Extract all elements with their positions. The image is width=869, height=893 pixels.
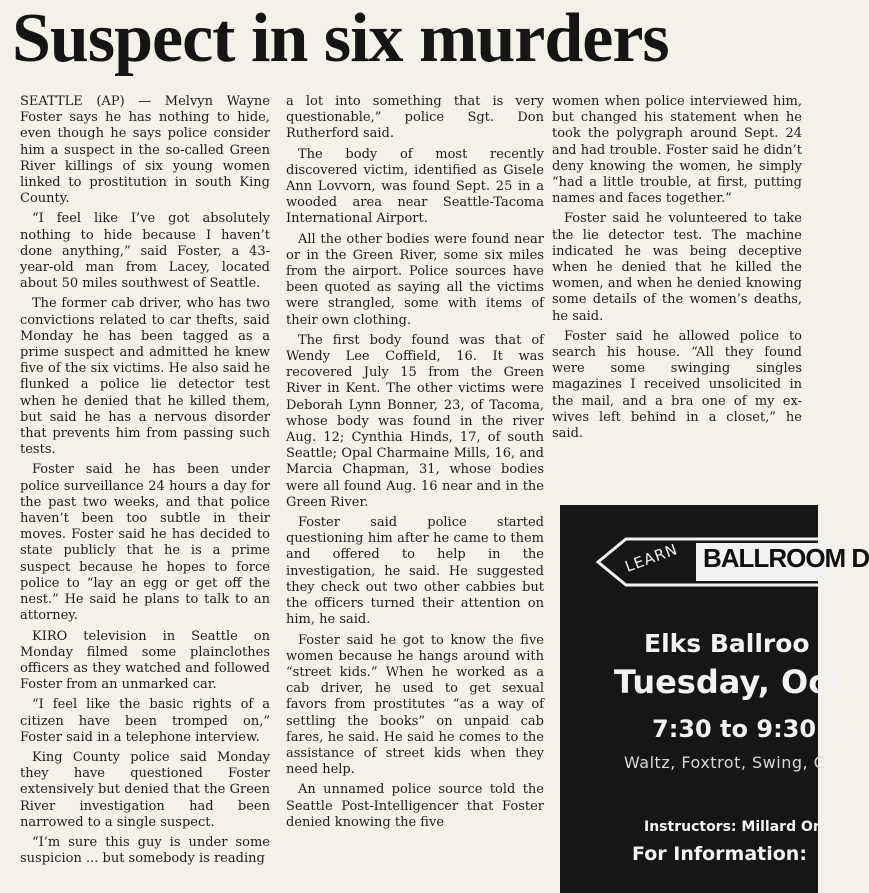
ad-venue: Elks Ballroo bbox=[644, 629, 810, 658]
article-paragraph: Foster said police started questioning him after he came to them and offered to help in the investigation, he said. He suggested they check out two other cabbies but the officers turned their attention on him, he said. bbox=[286, 515, 544, 628]
article-paragraph: SEATTLE (AP) — Melvyn Wayne Foster says he has nothing to hide, even though he says police consider him a suspect in the so-called Green River killings of six young women linked to prostitution in south King County. bbox=[20, 94, 270, 207]
article-paragraph: Foster said he got to know the five women because he hangs around with “street kids.” When he worked as a cab driver, he used to get sexual favors from prostitutes “as a way of settling the books” on unpaid cab fares, he said. He said he comes to the assistance of street kids when they need help. bbox=[286, 632, 544, 778]
article-paragraph: The former cab driver, who has two convictions related to car thefts, said Monday he has been tagged as a prime suspect and admitted he knew five of the six victims. He also said he flunked a police lie detector test when he denied that he killed them, but said he has a nervous disorder that prevents him from passing such tests. bbox=[20, 296, 270, 458]
article-paragraph: Foster said he allowed police to search his house. “All they found were some swinging singles magazines I received unsolicited in the mail, and a bra one of my ex-wives left behind in a closet,” he said. bbox=[552, 328, 802, 442]
ad-info: For Information: bbox=[632, 843, 807, 865]
article-paragraph: All the other bodies were found near or in the Green River, some six miles from the airport. Police sources have been quoted as saying all the victims were strangled, some with items of their own clothing. bbox=[286, 231, 544, 328]
headline: Suspect in six murders bbox=[12, 0, 669, 77]
article-column-1 bbox=[20, 94, 270, 871]
ad-dances: Waltz, Foxtrot, Swing, C bbox=[624, 753, 826, 772]
article-paragraph: Foster said he has been under police surveillance 24 hours a day for the past two weeks, and that police haven’t been too subtle in their moves. Foster said he has decided to state publicly that he is a prime suspect because he hopes to force police to “lay an egg or get off the nest.” He said he plans to talk to an attorney. bbox=[20, 462, 270, 624]
article-paragraph: “I feel like the basic rights of a citizen have been tromped on,” Foster said in a telephone interview. bbox=[20, 697, 270, 745]
article-column-3 bbox=[552, 94, 802, 446]
ad-learn-text: LEARN bbox=[622, 540, 681, 576]
ad-instructors: Instructors: Millard Or bbox=[644, 819, 820, 835]
article-paragraph: women when police interviewed him, but changed his statement when he took the polygraph around Sept. 24 and had trouble. Foster said he didn’t deny knowing the women, he simply “had a little trouble, at first, putting names and faces together.” bbox=[552, 94, 802, 207]
dateline: SEATTLE (AP) — bbox=[20, 94, 152, 109]
ad-ballroom-text: BALLROOM D bbox=[703, 543, 869, 573]
ballroom-advertisement bbox=[560, 505, 869, 893]
article-column-2 bbox=[286, 94, 544, 835]
article-paragraph: An unnamed police source told the Seattle Post-Intelligencer that Foster denied knowing the five bbox=[286, 782, 544, 830]
article-paragraph: KIRO television in Seattle on Monday filmed some plainclothes officers as they watched and followed Foster from an unmarked car. bbox=[20, 628, 270, 693]
article-paragraph: “I’m sure this guy is under some suspicion ... but somebody is reading bbox=[20, 834, 270, 867]
article-paragraph: King County police said Monday they have questioned Foster extensively but denied that the Green River investigation had been narrowed to a single suspect. bbox=[20, 749, 270, 830]
article-paragraph: Foster said he volunteered to take the lie detector test. The machine indicated he was being deceptive when he denied that he killed the women, and when he denied knowing some details of the women’s deaths, he said. bbox=[552, 211, 802, 324]
ad-date: Tuesday, Oct bbox=[614, 663, 843, 701]
article-paragraph: “I feel like I’ve got absolutely nothing to hide because I haven’t done anything,” said Foster, a 43-year-old man from Lacey, located about 50 miles southwest of Seattle. bbox=[20, 211, 270, 292]
article-paragraph: The body of most recently discovered victim, identified as Gisele Ann Lovvorn, was found Sept. 25 in a wooded area near Seattle-Tacoma International Airport. bbox=[286, 146, 544, 227]
article-paragraph: The first body found was that of Wendy Lee Coffield, 16. It was recovered July 15 from the Green River in Kent. The other victims were Deborah Lynn Bonner, 23, of Tacoma, whose body was found in the river Aug. 12; Cynthia Hinds, 17, of south Seattle; Opal Charmaine Mills, 16, and Marcia Chapman, 31, whose bodies were all found Aug. 16 near and in the Green River. bbox=[286, 332, 544, 510]
article-paragraph: a lot into something that is very questionable,” police Sgt. Don Rutherford said. bbox=[286, 94, 544, 142]
ad-time: 7:30 to 9:30 p. bbox=[652, 715, 851, 743]
